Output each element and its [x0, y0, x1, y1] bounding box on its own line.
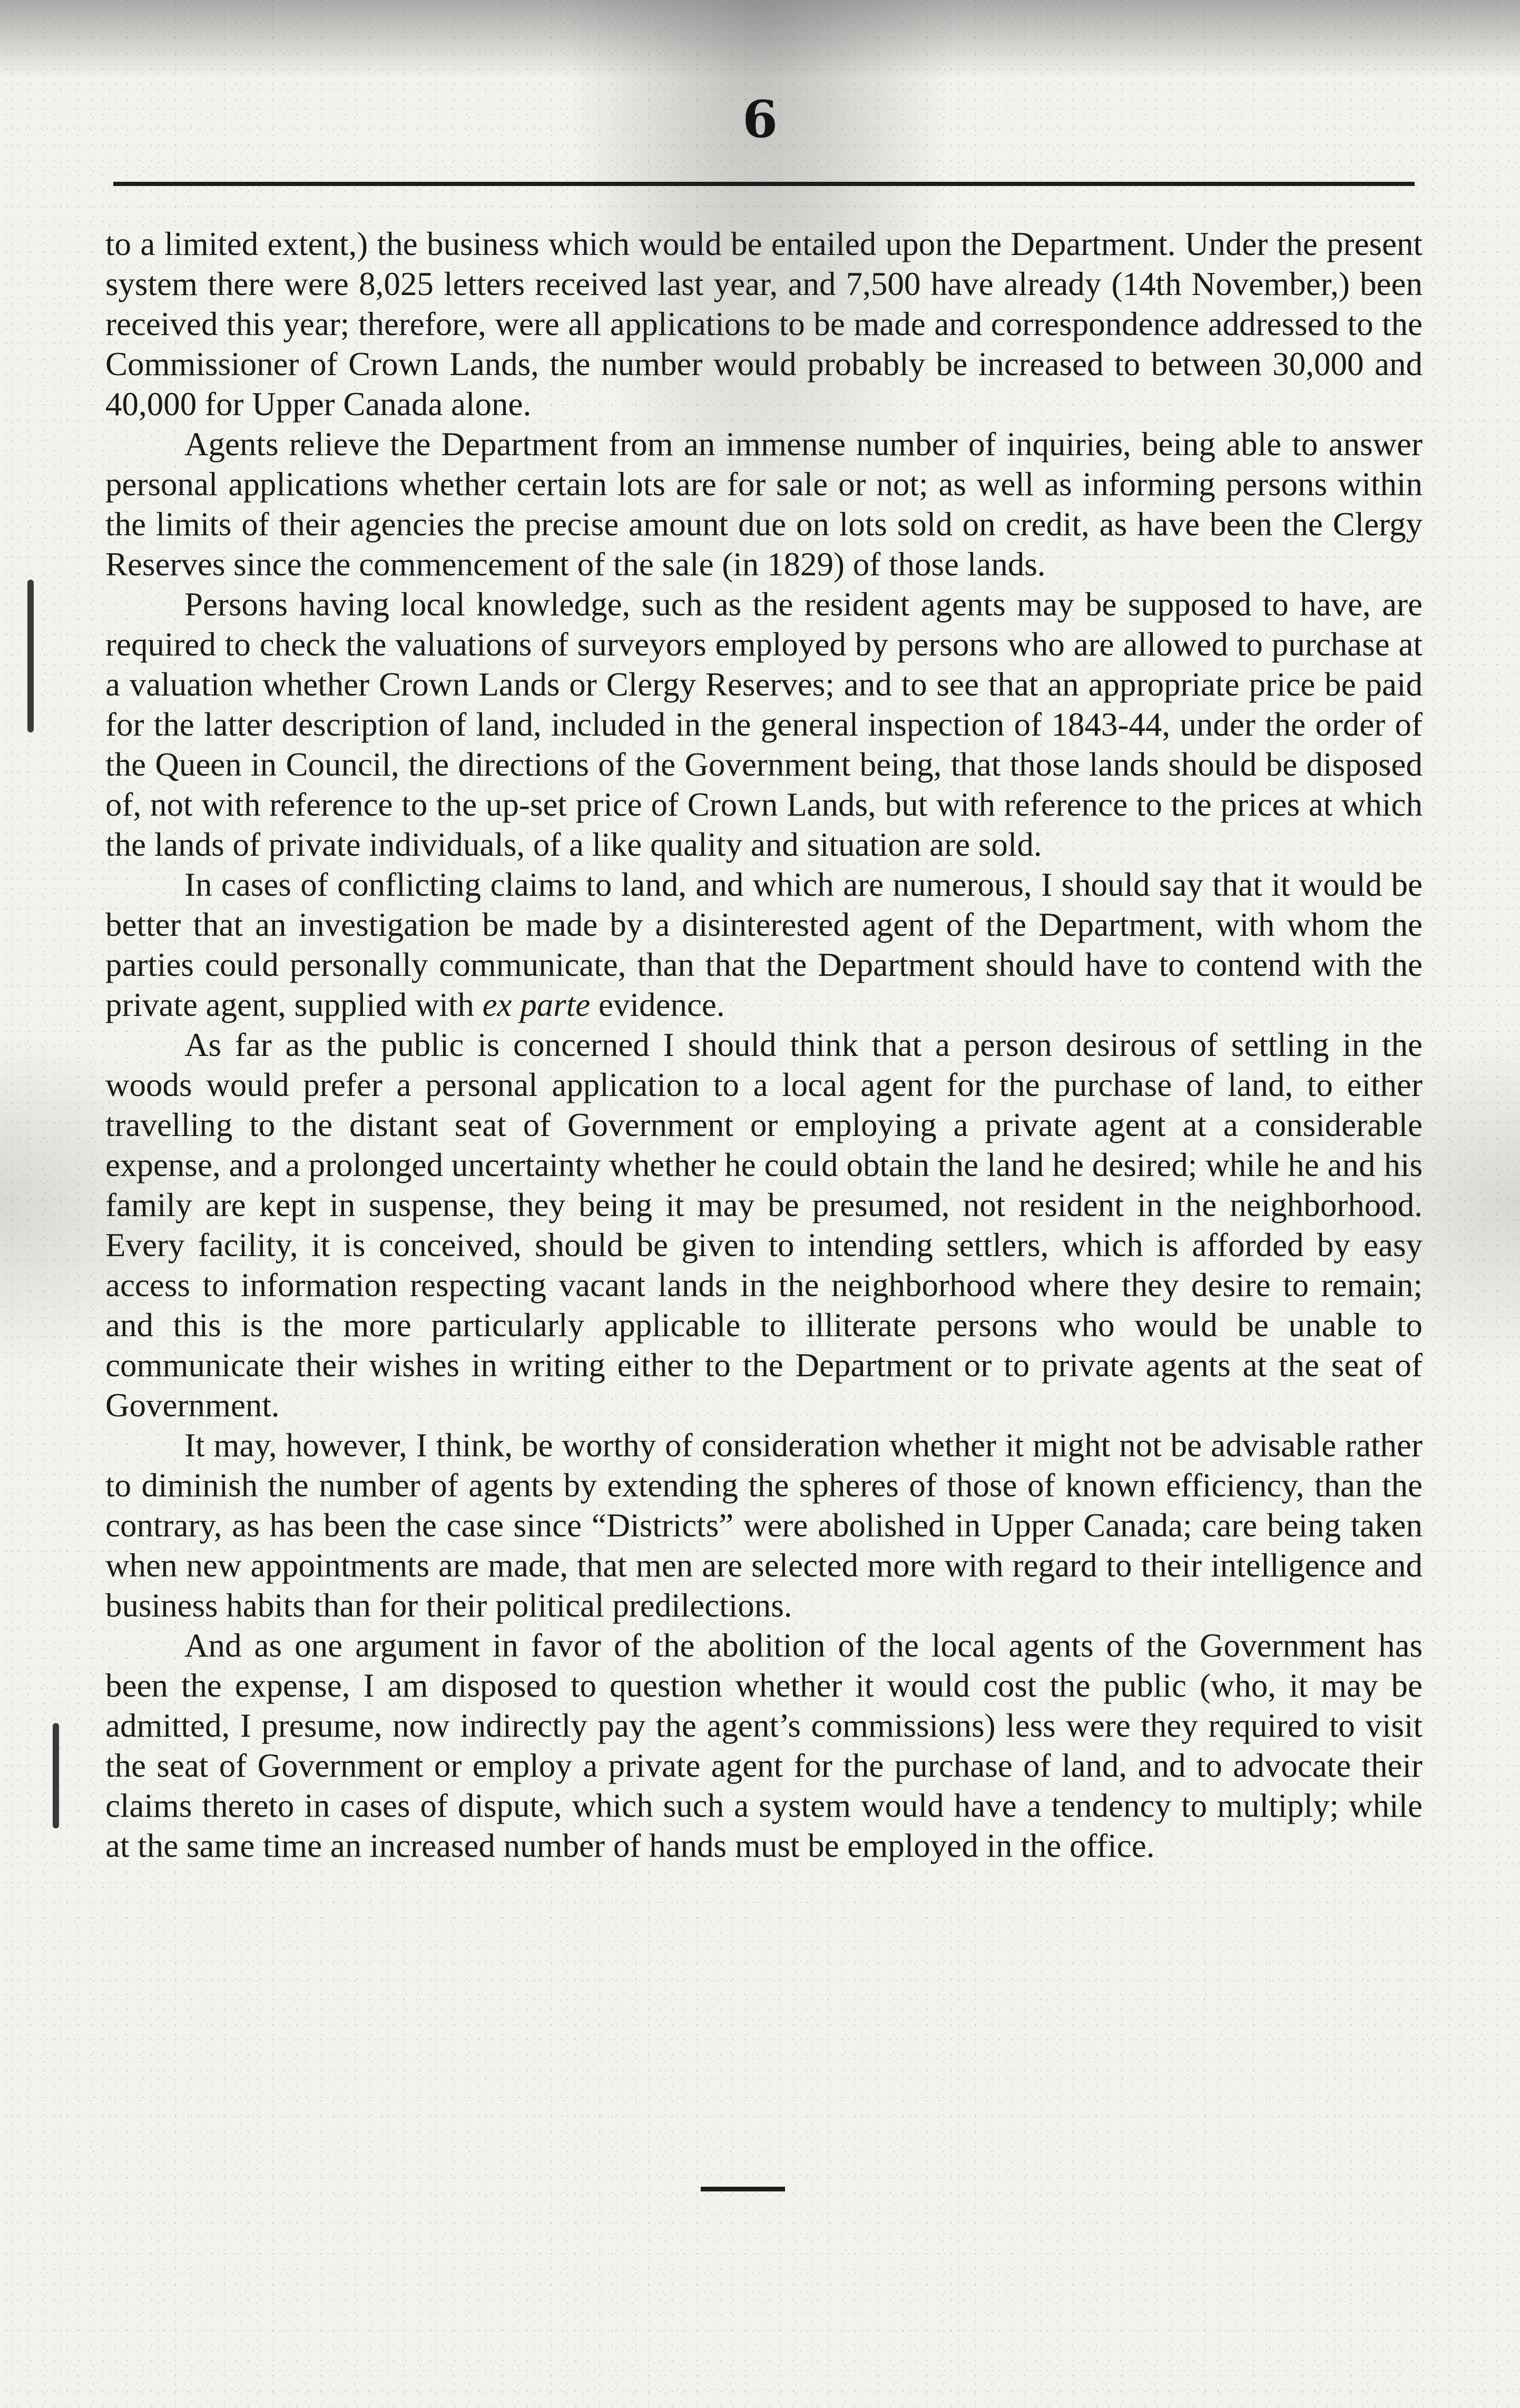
paragraph [105, 1626, 1423, 1866]
body-text [105, 224, 1423, 1866]
paragraph-text: And as one argument in favor of the abolition of the local agents of the Government has been the expense, I am disposed to question whether it would cost the public (who, it may be admitted, I presume, now indirectly pay the agent’s commissions) less were they required to visit the seat of Government or employ a private agent for the purchase of land, and to advocate their claims thereto in cases of dispute, which such a system would have a tendency to multiply; while at the same time an increased number of hands must be employed in the office. [105, 1627, 1423, 1864]
paragraph-text: Agents relieve the Department from an immense number of inquiries, being able to answer personal applications whether certain lots are for sale or not; as well as informing persons within the limits of their agencies the precise amount due on lots sold on credit, as have been the Clergy Reserves since the commencement of the sale (in 1829) of those lands. [105, 426, 1423, 583]
paragraph-tail: evidence. [590, 986, 725, 1023]
paragraph [105, 865, 1423, 1025]
paragraph-text: In cases of conflicting claims to land, and which are numerous, I should say that it would be better that an investigation be made by a disinterested agent of the Department, with whom the parties could personally communicate, than that the Department should have to contend with the private agent, supplied with [105, 866, 1423, 1023]
italic-phrase: ex parte [482, 986, 591, 1023]
paragraph [105, 424, 1423, 584]
paragraph [105, 224, 1423, 424]
paragraph-text: It may, however, I think, be worthy of consideration whether it might not be advisable rather to diminish the number of agents by extending the spheres of those of known efficiency, than the contrary, as has been the case since “Districts” were abolished in Upper Canada; care being taken when new appointments are made, that men are selected more with regard to their intelligence and business habits than for their political predilections. [105, 1427, 1423, 1624]
margin-pencil-mark [27, 580, 34, 732]
paragraph-text: Persons having local knowledge, such as the resident agents may be supposed to have, are required to check the valuations of surveyors employed by persons who are allowed to purchase at a valuation whether Crown Lands or Clergy Reserves; and to see that an appropriate price be paid for the latter description of land, included in the general inspection of 1843-44, under the order of the Queen in Council, the directions of the Government being, that those lands should be disposed of, not with reference to the up-set price of Crown Lands, but with reference to the prices at which the lands of private individuals, of a like quality and situation are sold. [105, 586, 1423, 863]
paragraph [105, 1425, 1423, 1626]
end-rule [701, 2187, 785, 2191]
paragraph [105, 1025, 1423, 1425]
paragraph [105, 584, 1423, 865]
page-number: 6 [742, 90, 778, 149]
paragraph-text: As far as the public is concerned I should think that a person desirous of settling in the woods would prefer a personal application to a local agent for the purchase of land, to either travelling to the distant seat of Government or employing a private agent at a considerable expense, and a prolonged uncertainty whether he could obtain the land he desired; while he and his family are kept in suspense, they being it may be presumed, not resident in the neighborhood. Every facility, it is conceived, should be given to intending settlers, which is afforded by easy access to information respecting vacant lands in the neighborhood where they desire to remain; and this is the more particularly applicable to illiterate persons who would be unable to communicate their wishes in writing either to the Department or to private agents at the seat of Government. [105, 1026, 1423, 1424]
header-rule [113, 182, 1415, 186]
margin-pencil-mark [53, 1723, 59, 1828]
paragraph-text: to a limited extent,) the business which would be entailed upon the Department. Under the present system there were 8,025 letters received last year, and 7,500 have already (14th November,) been received this year; therefore, were all applications to be made and correspondence addressed to the Commissioner of Crown Lands, the number would probably be increased to between 30,000 and 40,000 for Upper Canada alone. [105, 226, 1423, 423]
